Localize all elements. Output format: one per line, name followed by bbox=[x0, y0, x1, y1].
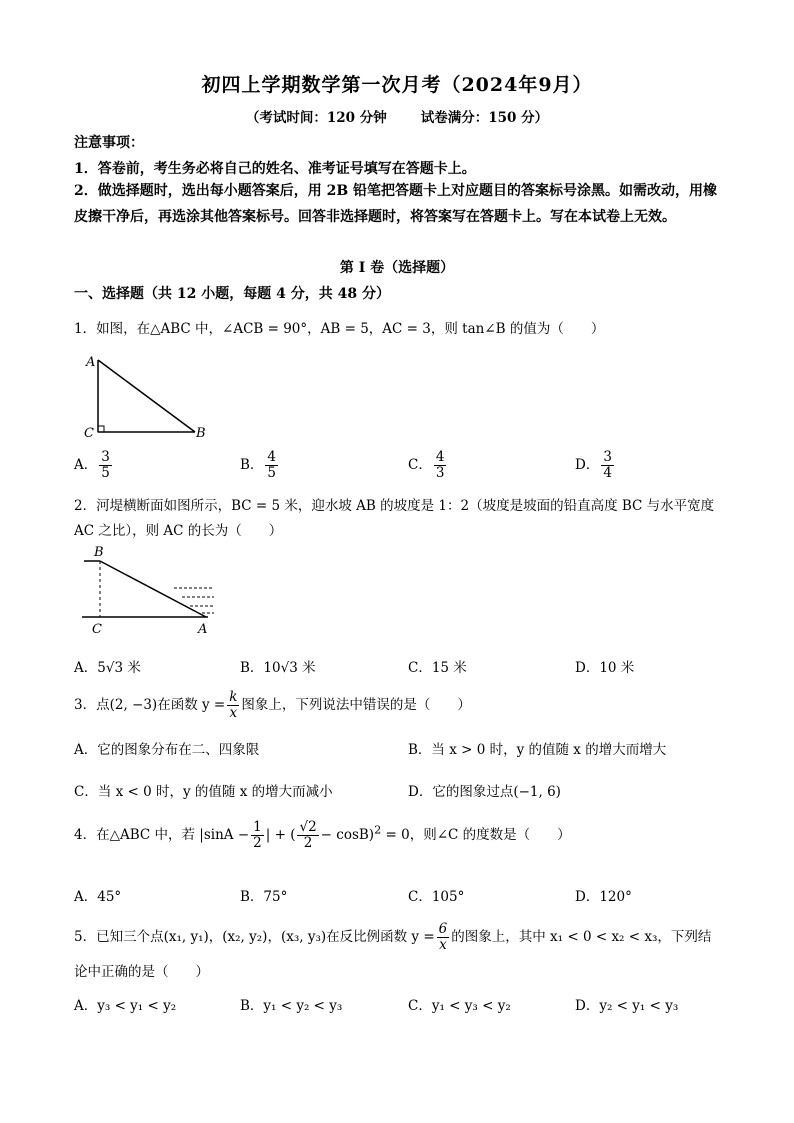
part-title: 第 I 卷（选择题） bbox=[339, 260, 455, 276]
label-b: B bbox=[94, 545, 104, 560]
label-a: A bbox=[198, 622, 208, 637]
question-2-option-c[interactable]: C．15 米 bbox=[408, 660, 467, 676]
question-3-option-c[interactable]: C．当 x < 0 时，y 的值随 x 的增大而减小 bbox=[74, 784, 333, 800]
question-2-figure bbox=[78, 543, 228, 638]
question-5-stem: 5．已知三个点(x₁, y₁)，(x₂, y₂)，(x₃, y₃)在反比例函数 y = $\frac{6}{x}$ 的图象上，其中 x₁ < 0 < x₂ < x₃，下列结 bbox=[74, 921, 712, 953]
exam-score: 试卷满分：150 分） bbox=[420, 110, 549, 126]
label-a: A bbox=[86, 355, 96, 370]
question-3-option-b[interactable]: B．当 x > 0 时，y 的值随 x 的增大而增大 bbox=[408, 742, 667, 758]
label-c: C bbox=[84, 426, 94, 441]
question-2-option-b[interactable]: B．10√3 米 bbox=[240, 660, 316, 676]
exam-time: （考试时间：120 分钟 bbox=[245, 110, 387, 126]
question-1-stem: 1．如图，在△ABC 中，∠ACB = 90°，AB = 5，AC = 3，则 tan∠B 的值为（ ） bbox=[74, 321, 605, 337]
section-heading: 一、选择题（共 12 小题，每题 4 分，共 48 分） bbox=[74, 286, 390, 302]
page-title: 初四上学期数学第一次月考（2024年9月） bbox=[201, 74, 593, 96]
question-2-option-d[interactable]: D．10 米 bbox=[575, 660, 635, 676]
question-5-option-a[interactable]: A．y₃ < y₁ < y₂ bbox=[74, 998, 177, 1014]
right-angle-mark bbox=[98, 426, 104, 432]
slope-ab bbox=[100, 561, 206, 617]
question-3-option-a[interactable]: A．它的图象分布在二、四象限 bbox=[74, 742, 260, 758]
notes-item-2: 2．做选择题时，选出每小题答案后，用 2B 铅笔把答题卡上对应题目的答案标号涂黑。如需改动，用橡皮擦干净后，再选涂其他答案标号。回答非选择题时，将答案写在答题卡上。写在本试卷上无效。 bbox=[74, 183, 718, 225]
question-2-stem-line2: AC 之比），则 AC 的长为（ ） bbox=[74, 523, 283, 539]
question-4-option-a[interactable]: A．45° bbox=[74, 889, 122, 905]
question-3-option-d[interactable]: D．它的图象过点(−1, 6) bbox=[408, 784, 561, 800]
question-3-stem: 3．点(2, −3)在函数 y = $\frac{k}{x}$ 图象上，下列说法中错误的是（ ） bbox=[74, 689, 471, 721]
notes-heading: 注意事项： bbox=[74, 135, 144, 151]
exam-info bbox=[0, 106, 794, 126]
question-1-option-d[interactable]: D． $\frac{3}{4}$ bbox=[575, 449, 612, 481]
question-4-option-b[interactable]: B．75° bbox=[240, 889, 288, 905]
question-1-option-a[interactable]: A． $\frac{3}{5}$ bbox=[74, 449, 110, 481]
question-5-option-c[interactable]: C．y₁ < y₃ < y₂ bbox=[408, 998, 511, 1014]
question-5-option-b[interactable]: B．y₁ < y₂ < y₃ bbox=[240, 998, 343, 1014]
question-4-stem: 4．在△ABC 中，若 |sinA − $\frac{1}{2}$ | + ( $\frac{√2}{2}$ − cosB)$^2$ = 0，则∠C 的度数是（ ） bbox=[74, 819, 571, 851]
triangle-side-ab bbox=[98, 360, 195, 432]
label-c: C bbox=[92, 622, 102, 637]
question-1-option-b[interactable]: B． $\frac{4}{5}$ bbox=[240, 449, 277, 481]
question-4-option-d[interactable]: D．120° bbox=[575, 889, 632, 905]
label-b: B bbox=[196, 426, 206, 441]
question-1-option-c[interactable]: C． $\frac{4}{3}$ bbox=[408, 449, 445, 481]
notes-item-1: 1．答卷前，考生务必将自己的姓名、准考证号填写在答题卡上。 bbox=[74, 161, 476, 177]
question-5-option-d[interactable]: D．y₂ < y₁ < y₃ bbox=[575, 998, 679, 1014]
question-1-figure bbox=[80, 350, 210, 445]
question-2-option-a[interactable]: A．5√3 米 bbox=[74, 660, 141, 676]
question-5-stem-line2: 论中正确的是（ ） bbox=[74, 964, 209, 980]
question-2-stem-line1: 2．河堤横断面如图所示，BC = 5 米，迎水坡 AB 的坡度是 1：2（坡度是坡面的铅直高度 BC 与水平宽度 bbox=[74, 498, 715, 514]
question-4-option-c[interactable]: C．105° bbox=[408, 889, 465, 905]
